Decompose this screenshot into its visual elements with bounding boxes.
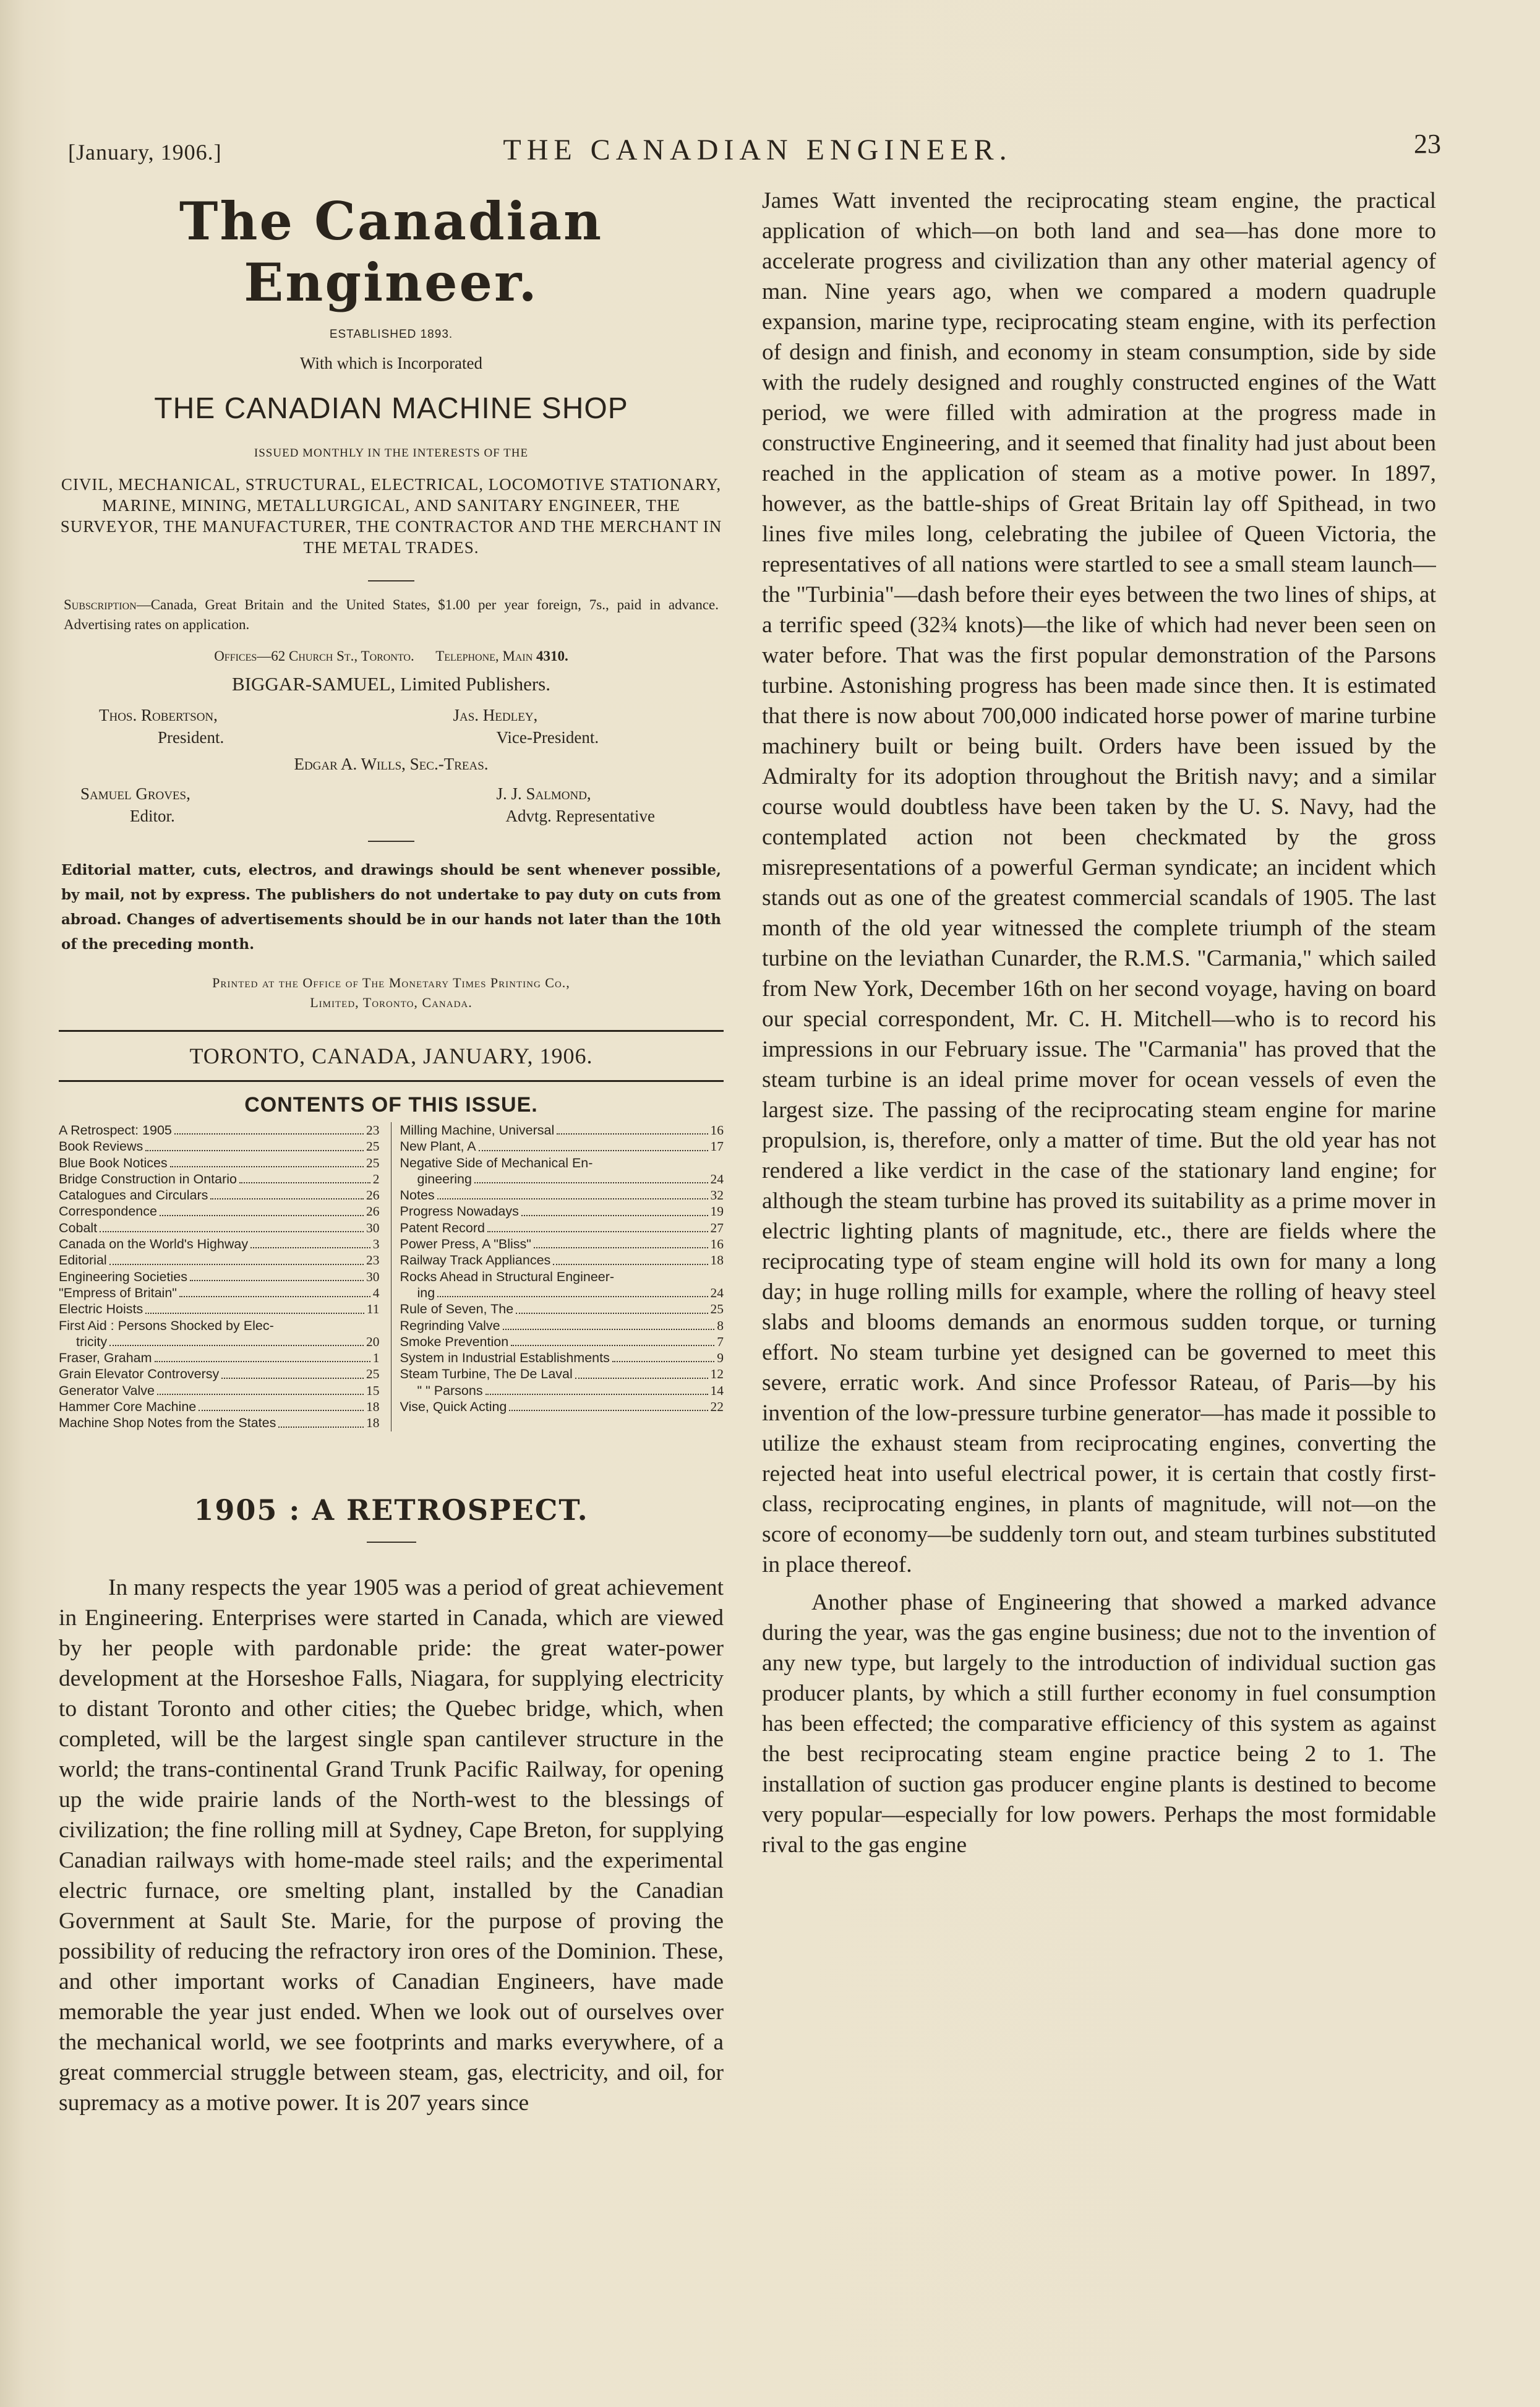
contents-entry [400, 1122, 724, 1138]
contents-entry [59, 1350, 380, 1366]
telephone-number: 4310. [536, 648, 568, 664]
contents-leader-dots [199, 1410, 364, 1411]
contents-leader-dots [278, 1427, 364, 1428]
contents-entry-page: 19 [710, 1204, 724, 1219]
contents-entry-title: System in Industrial Establishments [400, 1350, 610, 1366]
contents-leader-dots [170, 1166, 364, 1167]
contents-entry [400, 1399, 724, 1415]
contents-entry [400, 1220, 724, 1236]
contents-entry [400, 1366, 724, 1382]
contents-leader-dots [239, 1182, 370, 1183]
rule-bottom [59, 1080, 724, 1082]
contents-entry [59, 1155, 380, 1171]
contents-entry-title: Book Reviews [59, 1139, 143, 1154]
contents-leader-dots [190, 1280, 364, 1281]
contents-entry [59, 1334, 380, 1350]
officers-roles-row [59, 726, 724, 749]
contents-leader-dots [437, 1296, 708, 1297]
contents-entry-title: Rule of Seven, The [400, 1302, 514, 1317]
contents-entry-page: 23 [366, 1253, 380, 1268]
contents-entry-page: 18 [710, 1253, 724, 1268]
contents-entry-page: 17 [710, 1139, 724, 1154]
running-header [68, 127, 1447, 170]
dateline: TORONTO, CANADA, JANUARY, 1906. [189, 1044, 593, 1068]
contents-entry [59, 1236, 380, 1252]
right-column [762, 186, 1436, 2351]
issued-line: ISSUED MONTHLY IN THE INTERESTS OF THE [254, 447, 529, 460]
officers-row [59, 704, 724, 726]
contents-entry [59, 1220, 380, 1236]
contents-entry [400, 1236, 724, 1252]
contents-leader-dots [516, 1313, 708, 1314]
divider [367, 1542, 416, 1543]
contents-leader-dots [160, 1215, 364, 1216]
contents-entry-page: 11 [366, 1302, 380, 1317]
contents-entry [400, 1318, 724, 1334]
contents-leader-dots [157, 1394, 364, 1395]
contents-entry [59, 1203, 380, 1219]
contents-title: CONTENTS OF THIS ISSUE. [244, 1093, 538, 1117]
contents-entry-title: Milling Machine, Universal [400, 1123, 555, 1138]
contents-leader-dots [557, 1133, 708, 1135]
contents-entry-title: Engineering Societies [59, 1269, 187, 1284]
contents-entry [400, 1171, 724, 1187]
contents-entry-title: Hammer Core Machine [59, 1399, 197, 1415]
contents-leader-dots [109, 1264, 364, 1265]
contents-entry [400, 1269, 724, 1285]
contents-entry-title: gineering [417, 1171, 472, 1186]
contents-entry-page: 12 [710, 1367, 724, 1382]
printer-line-1: Printed at the Office of The Monetary Times Printing Co., [212, 975, 570, 990]
contents-entry-title: " " Parsons [417, 1383, 483, 1398]
contents-leader-dots [575, 1378, 708, 1379]
contents-entry-page: 24 [710, 1171, 724, 1186]
contents-entry-page: 18 [366, 1399, 380, 1415]
contents-entry [59, 1399, 380, 1415]
contents-entry-page: 22 [710, 1399, 724, 1415]
contents-leader-dots [503, 1329, 715, 1330]
article-title: 1905 : A RETROSPECT. [194, 1493, 589, 1527]
vp-role: Vice-President. [496, 728, 599, 747]
contents-entry [59, 1366, 380, 1382]
contents-left-column [59, 1122, 391, 1431]
president-name: Thos. Robertson, [99, 706, 218, 724]
contents-entry-page: 25 [710, 1302, 724, 1317]
contents-entry-title: Patent Record [400, 1220, 485, 1235]
contents-entry-title: "Empress of Britain" [59, 1285, 177, 1300]
subscription-text: —Canada, Great Britain and the United States, $1.00 per year foreign, 7s., paid in advance. Advertising rates on application. [64, 597, 719, 632]
contents-leader-dots [221, 1378, 364, 1379]
contents-entry-page: 8 [717, 1318, 724, 1333]
contents-entry-title: ing [417, 1285, 435, 1300]
article-paragraph: James Watt invented the reciprocating steam engine, the practical application of which—on both land and sea—has done more to accelerate progress and civilization than any other material agency of man. Nine years ago, when we compared a modern quadruple expansion, marine type, reciprocating steam engine, with its perfection of design and finish, and economy in steam consumption, side by side with the rudely designed and roughly constructed engines of the Watt period, we were filled with admiration at the progress made in constructive Engineering, and it seemed that finality had just about been reached in the application of steam as a motive power. In 1897, however, as the battle-ships of Great Britain lay off Spithead, in two lines five miles long, celebrating the jubilee of Queen Victoria, the representatives of all nations were startled to see a small steam launch—the "Turbinia"—dash before their eyes between the two lines of ships, at a terrific speed (32¾ knots)—the like of which had never been seen on water before. That was the first popular demonstration of the Parsons turbine. Astonishing progress has been made since then. It is estimated that there is now about 700,000 indicated horse power of marine turbine machinery built or being built. Orders have been issued by the Admiralty for its adoption throughout the British navy; and a similar course would doubtless have been taken by the U. S. Navy, had the contemplated action not been checkmated by the gross misrepresentations of a powerful German syndicate; an incident which stands out as one of the greatest commercial scandals of 1905. The last month of the old year witnessed the complete triumph of the steam turbine on the leviathan Cunarder, the R.M.S. "Carmania," which sailed from New York, December 16th on her second voyage, having on board our special correspondent, Mr. C. H. Mitchell—who is to record his impressions in our February issue. The "Carmania" has proved that the steam turbine is an ideal prime mover for ocean vessels of even the largest size. The passing of the reciprocating steam engine for marine propulsion, is, therefore, only a matter of time. But the old year has not rendered a like verdict in the case of the stationary land engine; for although the steam turbine has proved its suitability as a prime mover in electric lighting plants of magnitude, etc., there are fields where the reciprocating type of steam engine will hold its own for many a long day; in huge rolling mills for example, where the rolling of heavy steel slabs and blooms demands an enormous sudden torque, or turning effort. No steam turbine yet designed can be governed to meet this severe, erratic work. And since Professor Rateau, of Paris—by his invention of the low-pressure turbine generator—has made it possible to utilize the exhaust steam from reciprocating engines, converting the rejected heat into useful electrical power, it is certain that costly first-class, reciprocating engines, in plants of magnitude, will not—on the score of economy—be suddenly torn out, and steam turbines substituted in place thereof. [762, 188, 1436, 1577]
contents-entry-title: New Plant, A [400, 1139, 476, 1154]
contents-entry [59, 1252, 380, 1268]
contents-leader-dots [553, 1264, 708, 1265]
printer-line-2: Limited, Toronto, Canada. [310, 995, 473, 1010]
contents-entry-title: Fraser, Graham [59, 1350, 152, 1366]
contents-entry-title: A Retrospect: 1905 [59, 1123, 172, 1138]
editorial-notice: Editorial matter, cuts, electros, and drawings should be sent whenever possible, by mail, not by express. The publishers do not undertake to pay duty on cuts from abroad. Changes of advertisements should be in our hands not later than the 10th of the preceding month. [61, 862, 721, 953]
contents-entry-title: Power Press, A "Bliss" [400, 1237, 531, 1252]
contents-entry [400, 1187, 724, 1203]
contents-entry-title: Regrinding Valve [400, 1318, 500, 1333]
contents-entry-title: Negative Side of Mechanical En- [400, 1155, 593, 1170]
contents-entry [400, 1350, 724, 1366]
contents-entry [59, 1138, 380, 1154]
contents-entry-title: Vise, Quick Acting [400, 1399, 507, 1415]
divider [368, 841, 414, 842]
offices-line [59, 648, 724, 664]
contents-entry-page: 27 [710, 1220, 724, 1235]
contents-entry-page: 26 [366, 1204, 380, 1219]
contents-entry-title: Correspondence [59, 1204, 157, 1219]
editor-name: Samuel Groves, [80, 784, 190, 803]
contents-entry-page: 1 [372, 1350, 380, 1366]
contents-entry-page: 9 [717, 1350, 724, 1366]
machine-shop-title: THE CANADIAN MACHINE SHOP [154, 392, 628, 425]
contents-entry [59, 1269, 380, 1285]
president-role: President. [158, 728, 225, 747]
contents-leader-dots [509, 1410, 708, 1411]
contents-leader-dots [250, 1247, 370, 1248]
contents-entry-page: 20 [366, 1334, 380, 1349]
printer-credit [59, 973, 724, 1013]
contents-entry-title: Catalogues and Circulars [59, 1188, 208, 1203]
contents-leader-dots [534, 1247, 708, 1248]
contents-entry-page: 25 [366, 1139, 380, 1154]
editor-role: Editor. [130, 807, 175, 825]
contents-entry-title: Rocks Ahead in Structural Engineer- [400, 1269, 615, 1284]
contents-entry-page: 32 [710, 1188, 724, 1203]
contents-entry-title: tricity [76, 1334, 108, 1349]
contents-leader-dots [155, 1361, 370, 1362]
contents-leader-dots [474, 1182, 708, 1183]
contents-entry [59, 1187, 380, 1203]
advtg-role: Advtg. Representative [505, 807, 655, 825]
contents-leader-dots [210, 1198, 364, 1199]
advtg-name: J. J. Salmond, [496, 784, 591, 803]
contents-leader-dots [109, 1345, 364, 1346]
contents-entry-page: 14 [710, 1383, 724, 1398]
subscription-info [64, 595, 719, 635]
left-column [59, 186, 724, 2363]
contents-entry-page: 18 [366, 1415, 380, 1431]
contents-entry-page: 25 [366, 1155, 380, 1170]
contents-leader-dots [145, 1313, 364, 1314]
contents-entry-page: 2 [372, 1171, 380, 1186]
treasurer-line: Edgar A. Wills, Sec.-Treas. [294, 755, 489, 773]
contents-entry-title: Machine Shop Notes from the States [59, 1415, 276, 1431]
editors-row [59, 783, 724, 805]
divider [368, 580, 414, 581]
contents-leader-dots [521, 1215, 708, 1216]
contents-entry [59, 1285, 380, 1301]
contents-entry [59, 1318, 380, 1334]
contents-entry-page: 15 [366, 1383, 380, 1398]
contents-entry [59, 1415, 380, 1431]
editors-roles-row [59, 805, 724, 827]
contents-entry-page: 30 [366, 1220, 380, 1235]
contents-entry [400, 1285, 724, 1301]
contents-entry [59, 1383, 380, 1399]
established-line: ESTABLISHED 1893. [329, 328, 453, 341]
contents-entry-title: Grain Elevator Controversy [59, 1367, 220, 1382]
contents-entry-title: Electric Hoists [59, 1302, 143, 1317]
contents-entry-title: Canada on the World's Highway [59, 1237, 249, 1252]
article-paragraph: In many respects the year 1905 was a period of great achievement in Engineering. Enterprises were started in Canada, which are viewed by her people with pardonable pride: the great water-power development at the Horseshoe Falls, Niagara, for supplying electricity to distant Toronto and other cities; the Quebec bridge, which, when completed, will be the largest single span cantilever structure in the world; the trans-continental Grand Trunk Pacific Railway, for opening up the wide prairie lands of the North-west to the blessings of civilization; the fine rolling mill at Sydney, Cape Breton, for supplying Canadian railways with home-made steel rails; and the experimental electric furnace, ore smelting plant, installed by the Canadian Government at Sault Ste. Marie, for the purpose of proving the possibility of reducing the refractory iron ores of the Dominion. These, and other important works of Canadian Engineers, have made memorable the year just ended. When we look out of ourselves over the mechanical world, we see footprints and marks everywhere, of a great commercial struggle between steam, gas, electricity, and oil, for supremacy as a motive power. It is 207 years since [59, 1574, 724, 2116]
incorporated-line: With which is Incorporated [299, 354, 483, 372]
contents-entry-title: Editorial [59, 1253, 107, 1268]
contents-entry-page: 26 [366, 1188, 380, 1203]
contents-entry [400, 1301, 724, 1317]
header-title: THE CANADIAN ENGINEER. [503, 134, 1012, 166]
contents-entry-page: 24 [710, 1285, 724, 1300]
telephone-label: Telephone, Main [435, 648, 533, 664]
vp-name: Jas. Hedley, [453, 706, 538, 724]
contents-entry-title: First Aid : Persons Shocked by Elec- [59, 1318, 274, 1333]
subscription-label: Subscription [64, 597, 137, 612]
contents-entry-title: Generator Valve [59, 1383, 155, 1398]
contents-leader-dots [145, 1150, 364, 1151]
contents-entry [400, 1252, 724, 1268]
contents-leader-dots [100, 1231, 364, 1232]
contents-leader-dots [437, 1198, 708, 1199]
contents-entry [400, 1334, 724, 1350]
offices-address: Offices—62 Church St., Toronto. [214, 648, 414, 664]
contents-leader-dots [612, 1361, 714, 1362]
contents-entry-title: Railway Track Appliances [400, 1253, 551, 1268]
contents-entry [59, 1122, 380, 1138]
publishers-line: BIGGAR-SAMUEL, Limited Publishers. [232, 673, 550, 695]
contents-leader-dots [179, 1296, 370, 1297]
contents-entry-title: Progress Nowadays [400, 1204, 519, 1219]
contents-table [59, 1122, 724, 1431]
professions-list: CIVIL, MECHANICAL, STRUCTURAL, ELECTRICAL, LOCOMOTIVE STATIONARY, MARINE, MINING, METALLURGICAL, AND SANITARY ENGINEER, THE SURVEYOR, THE MANUFACTURER, THE CONTRACTOR AND THE MERCHANT IN THE METAL TRADES. [60, 475, 722, 557]
contents-entry-title: Blue Book Notices [59, 1155, 168, 1170]
contents-entry-title: Notes [400, 1188, 435, 1203]
contents-entry-page: 23 [366, 1123, 380, 1138]
contents-right-column [391, 1122, 724, 1431]
contents-leader-dots [174, 1133, 364, 1135]
contents-leader-dots [479, 1150, 708, 1151]
article-paragraph: Another phase of Engineering that showed a marked advance during the year, was the gas engine business; due not to the invention of any new type, but largely to the introduction of individual suction gas producer plants, by which a still further economy in fuel consumption has been effected; the comparative efficiency of this system as against the best reciprocating steam engine practice being 2 to 1. The installation of suction gas producer engine plants is destined to become very popular—especially for low powers. Perhaps the most formidable rival to the gas engine [762, 1590, 1436, 1858]
contents-leader-dots [511, 1345, 714, 1346]
contents-entry [400, 1155, 724, 1171]
contents-entry [400, 1203, 724, 1219]
contents-entry-page: 3 [372, 1237, 380, 1252]
contents-leader-dots [486, 1394, 708, 1395]
contents-entry-page: 16 [710, 1237, 724, 1252]
page-number: 23 [1414, 129, 1441, 159]
contents-entry [59, 1301, 380, 1317]
header-date: [January, 1906.] [68, 140, 222, 165]
contents-entry-page: 7 [717, 1334, 724, 1349]
contents-entry-title: Steam Turbine, The De Laval [400, 1367, 573, 1382]
contents-entry [400, 1138, 724, 1154]
contents-entry-page: 16 [710, 1123, 724, 1138]
contents-entry [400, 1383, 724, 1399]
contents-entry-title: Smoke Prevention [400, 1334, 509, 1349]
contents-entry [59, 1171, 380, 1187]
contents-leader-dots [487, 1231, 708, 1232]
contents-entry-title: Bridge Construction in Ontario [59, 1171, 237, 1186]
contents-entry-page: 4 [372, 1285, 380, 1300]
contents-entry-title: Cobalt [59, 1220, 98, 1235]
masthead-title: The Canadian Engineer. [179, 191, 604, 313]
contents-entry-page: 25 [366, 1367, 380, 1382]
contents-entry-page: 30 [366, 1269, 380, 1284]
